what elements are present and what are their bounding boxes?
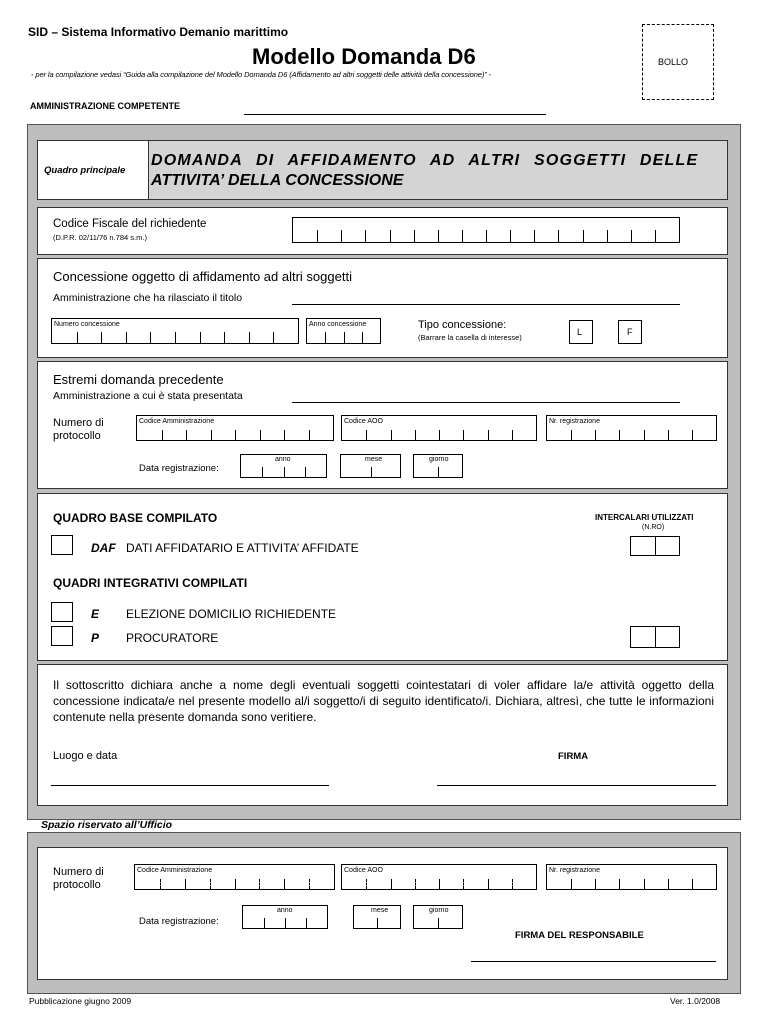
field-separator — [438, 230, 439, 242]
field-separator — [306, 918, 307, 928]
tipo-l-label: L — [577, 327, 583, 337]
field-separator — [631, 230, 632, 242]
field-separator — [390, 230, 391, 242]
field-separator — [309, 430, 310, 440]
field-separator — [366, 430, 367, 440]
field-separator — [344, 332, 345, 343]
field-separator — [415, 879, 416, 889]
daf-checkbox[interactable] — [51, 535, 73, 555]
estremi-anno-input[interactable] — [240, 454, 327, 478]
quadro-label: Quadro principale — [44, 165, 126, 176]
ufficio-anno-input[interactable] — [242, 905, 328, 929]
tipo-concessione-sub: (Barrare la casella di interesse) — [418, 333, 522, 342]
field-separator — [668, 430, 669, 440]
ufficio-codice-aoo-label: Codice AOO — [344, 867, 383, 874]
ufficio-codice-amm-label: Codice Amministrazione — [137, 867, 213, 874]
field-separator — [439, 879, 440, 889]
field-separator — [391, 430, 392, 440]
p-intercalari-divider — [655, 627, 656, 647]
field-separator — [692, 879, 693, 889]
estremi-nr-reg-input[interactable] — [546, 415, 717, 441]
field-separator — [150, 332, 151, 343]
field-separator — [285, 918, 286, 928]
field-separator — [415, 430, 416, 440]
field-separator — [644, 879, 645, 889]
field-separator — [210, 879, 211, 889]
field-separator — [439, 430, 440, 440]
e-checkbox[interactable] — [51, 602, 73, 622]
field-separator — [463, 430, 464, 440]
integrativi-title: QUADRI INTEGRATIVI COMPILATI — [53, 576, 248, 590]
field-separator — [607, 230, 608, 242]
sid-title: SID – Sistema Informativo Demanio marittimo — [28, 25, 289, 39]
ufficio-title: Spazio riservato all’Ufficio — [41, 819, 173, 831]
ufficio-giorno-label: giorno — [429, 907, 449, 914]
field-separator — [284, 430, 285, 440]
intercalari-sub: (N.RO) — [642, 524, 665, 531]
quadro-label-cell — [38, 141, 149, 199]
luogo-data-label: Luogo e data — [53, 750, 118, 762]
daf-code: DAF — [91, 541, 116, 555]
ufficio-nr-reg-label: Nr. registrazione — [549, 867, 600, 874]
daf-intercalari-divider — [655, 537, 656, 555]
e-label: ELEZIONE DOMICILIO RICHIEDENTE — [126, 607, 337, 621]
ufficio-giorno-input[interactable] — [413, 905, 463, 929]
field-separator — [583, 230, 584, 242]
estremi-codice-amm-input[interactable] — [136, 415, 334, 441]
estremi-title: Estremi domanda precedente — [53, 372, 224, 387]
estremi-protocollo-label-1: Numero di — [53, 417, 104, 429]
tipo-f-label: F — [627, 327, 633, 337]
firma-field[interactable] — [437, 785, 716, 786]
tipo-f-checkbox[interactable] — [618, 320, 642, 344]
field-separator — [160, 879, 161, 889]
ufficio-data-reg-label: Data registrazione: — [139, 916, 219, 927]
field-separator — [126, 332, 127, 343]
bollo-box — [642, 24, 714, 100]
field-separator — [77, 332, 78, 343]
field-separator — [259, 879, 260, 889]
ufficio-panel — [37, 847, 728, 980]
p-intercalari-input[interactable] — [630, 626, 680, 648]
numero-concessione-label: Numero concessione — [54, 321, 120, 328]
firma-responsabile-field[interactable] — [471, 961, 716, 962]
quadro-base-title: QUADRO BASE COMPILATO — [53, 511, 218, 525]
field-separator — [260, 430, 261, 440]
firma-label: FIRMA — [558, 751, 589, 762]
codice-fiscale-input[interactable] — [292, 217, 680, 243]
field-separator — [655, 230, 656, 242]
field-separator — [377, 918, 378, 928]
field-separator — [224, 332, 225, 343]
anno-concessione-label: Anno concessione — [309, 321, 367, 328]
quadro-title-2: ATTIVITA’ DELLA CONCESSIONE — [151, 172, 404, 189]
estremi-codice-aoo-input[interactable] — [341, 415, 537, 441]
estremi-anno-label: anno — [275, 456, 291, 463]
field-separator — [262, 467, 263, 477]
field-separator — [619, 879, 620, 889]
codice-fiscale-panel — [37, 207, 728, 255]
field-separator — [325, 332, 326, 343]
field-separator — [438, 467, 439, 477]
p-label: PROCURATORE — [126, 631, 219, 645]
field-separator — [510, 230, 511, 242]
field-separator — [488, 879, 489, 889]
field-separator — [284, 467, 285, 477]
field-separator — [366, 879, 367, 889]
codice-fiscale-label: Codice Fiscale del richiedente — [53, 218, 207, 230]
field-separator — [249, 332, 250, 343]
concessione-title: Concessione oggetto di affidamento ad altri soggetti — [53, 269, 352, 284]
amministrazione-competente-field[interactable] — [244, 114, 546, 115]
field-separator — [595, 879, 596, 889]
concessione-panel — [37, 258, 728, 358]
concessione-amm-label: Amministrazione che ha rilasciato il titolo — [53, 292, 243, 304]
field-separator — [391, 879, 392, 889]
field-separator — [512, 879, 513, 889]
field-separator — [486, 230, 487, 242]
estremi-panel — [37, 361, 728, 489]
field-separator — [371, 467, 372, 477]
form-subtitle: - per la compilazione vedasi “Guida alla compilazione del Modello Domanda D6 (Affidamento ad altri soggetti delle attività della concessione)” - — [31, 70, 492, 79]
quadri-panel — [37, 493, 728, 661]
ufficio-anno-label: anno — [277, 907, 293, 914]
field-separator — [264, 918, 265, 928]
field-separator — [162, 430, 163, 440]
numero-concessione-input[interactable] — [51, 318, 299, 344]
estremi-codice-aoo-label: Codice AOO — [344, 418, 383, 425]
tipo-concessione-label: Tipo concessione: — [418, 319, 507, 331]
quadro-title-1: DOMANDA DI AFFIDAMENTO AD ALTRI SOGGETTI DELLE — [151, 152, 699, 169]
dichiarazione-panel — [37, 664, 728, 806]
field-separator — [200, 332, 201, 343]
daf-label: DATI AFFIDATARIO E ATTIVITA’ AFFIDATE — [126, 541, 359, 555]
intercalari-title: INTERCALARI UTILIZZATI — [595, 513, 694, 522]
form-title: Modello Domanda D6 — [252, 44, 476, 69]
field-separator — [284, 879, 285, 889]
daf-intercalari-input[interactable] — [630, 536, 680, 556]
ufficio-codice-aoo-input[interactable] — [341, 864, 537, 890]
field-separator — [571, 879, 572, 889]
tipo-l-checkbox[interactable] — [569, 320, 593, 344]
p-checkbox[interactable] — [51, 626, 73, 646]
field-separator — [488, 430, 489, 440]
luogo-data-field[interactable] — [51, 785, 329, 786]
estremi-mese-input[interactable] — [340, 454, 401, 478]
ufficio-mese-input[interactable] — [353, 905, 401, 929]
amministrazione-competente-label: AMMINISTRAZIONE COMPETENTE — [30, 101, 180, 111]
field-separator — [414, 230, 415, 242]
footer-pubblicazione: Pubblicazione giugno 2009 — [29, 996, 132, 1006]
field-separator — [305, 467, 306, 477]
field-separator — [571, 430, 572, 440]
estremi-giorno-input[interactable] — [413, 454, 463, 478]
field-separator — [534, 230, 535, 242]
ufficio-protocollo-label-2: protocollo — [53, 879, 101, 891]
field-separator — [512, 430, 513, 440]
estremi-mese-label: mese — [365, 456, 383, 463]
field-separator — [317, 230, 318, 242]
field-separator — [462, 230, 463, 242]
field-separator — [211, 430, 212, 440]
firma-responsabile-label: FIRMA DEL RESPONSABILE — [515, 930, 644, 941]
field-separator — [365, 230, 366, 242]
estremi-amm-label: Amministrazione a cui è stata presentata — [53, 390, 243, 402]
field-separator — [186, 430, 187, 440]
e-code: E — [91, 607, 100, 621]
estremi-codice-amm-label: Codice Amministrazione — [139, 418, 215, 425]
estremi-nr-reg-label: Nr. registrazione — [549, 418, 600, 425]
field-separator — [644, 430, 645, 440]
estremi-data-reg-label: Data registrazione: — [139, 463, 219, 474]
field-separator — [438, 918, 439, 928]
field-separator — [273, 332, 274, 343]
dichiarazione-text: Il sottoscritto dichiara anche a nome degli eventuali soggetti cointestatari di voler affidare la/e attività oggetto della concessione indicata/e nel presente modello al/i soggetto/i di seguito identificato/i. Dichiara, altresì, che tutte le informazioni contenute nella presente domanda sono veritiere. — [53, 678, 714, 724]
field-separator — [595, 430, 596, 440]
field-separator — [668, 879, 669, 889]
field-separator — [309, 879, 310, 889]
estremi-amm-field[interactable] — [292, 402, 680, 403]
p-code: P — [91, 631, 100, 645]
footer-versione: Ver. 1.0/2008 — [670, 996, 721, 1006]
concessione-amm-field[interactable] — [292, 304, 680, 305]
bollo-label: BOLLO — [658, 57, 689, 67]
ufficio-mese-label: mese — [371, 907, 389, 914]
ufficio-nr-reg-input[interactable] — [546, 864, 717, 890]
codice-fiscale-sub: (D.P.R. 02/11/76 n.784 s.m.) — [53, 233, 147, 242]
estremi-protocollo-label-2: protocollo — [53, 430, 101, 442]
field-separator — [341, 230, 342, 242]
anno-concessione-input[interactable] — [306, 318, 381, 344]
field-separator — [185, 879, 186, 889]
field-separator — [175, 332, 176, 343]
field-separator — [235, 879, 236, 889]
field-separator — [362, 332, 363, 343]
field-separator — [235, 430, 236, 440]
estremi-giorno-label: giorno — [429, 456, 449, 463]
field-separator — [101, 332, 102, 343]
ufficio-codice-amm-input[interactable] — [134, 864, 335, 890]
field-separator — [692, 430, 693, 440]
field-separator — [619, 430, 620, 440]
ufficio-protocollo-label-1: Numero di — [53, 866, 104, 878]
field-separator — [463, 879, 464, 889]
quadro-header — [37, 140, 728, 200]
field-separator — [558, 230, 559, 242]
